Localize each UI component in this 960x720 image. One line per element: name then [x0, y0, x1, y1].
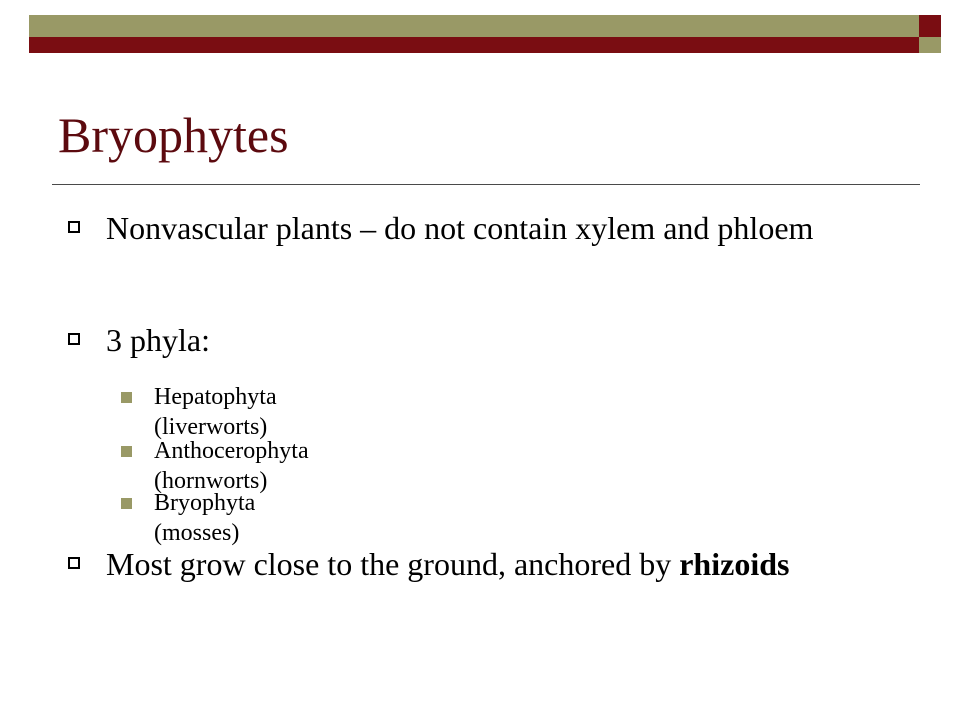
bullet-phyla [106, 318, 896, 362]
sub-bullet-bryophyta [154, 488, 255, 548]
sub-bullet-anthocerophyta [154, 436, 309, 496]
filled-square-bullet-icon [121, 392, 132, 403]
bullet-rhizoids [106, 542, 896, 586]
filled-square-bullet-icon [121, 498, 132, 509]
sub-bullet-hepatophyta [154, 382, 277, 442]
slide-title: Bryophytes [58, 107, 289, 163]
corner-divider [919, 53, 941, 55]
header-olive-band [29, 15, 919, 37]
hollow-square-bullet-icon [68, 333, 80, 345]
title-underline [52, 184, 920, 185]
bullet-text: 3 phyla: [106, 322, 210, 358]
bold-term: rhizoids [679, 546, 790, 582]
bullet-nonvascular [106, 206, 896, 250]
hollow-square-bullet-icon [68, 221, 80, 233]
corner-olive-square [919, 37, 941, 53]
header-maroon-band [29, 37, 919, 53]
bullet-text: Nonvascular plants – do not contain xylem and phloem [106, 210, 814, 246]
sub-bullet-text: Bryophyta (mosses) [154, 490, 256, 546]
filled-square-bullet-icon [121, 446, 132, 457]
sub-bullet-text: Hepatophyta (liverworts) [154, 384, 277, 440]
hollow-square-bullet-icon [68, 557, 80, 569]
bullet-text: Most grow close to the ground, anchored by [106, 546, 672, 582]
sub-bullet-text: Anthocerophyta (hornworts) [154, 438, 309, 494]
corner-maroon-square [919, 15, 941, 37]
